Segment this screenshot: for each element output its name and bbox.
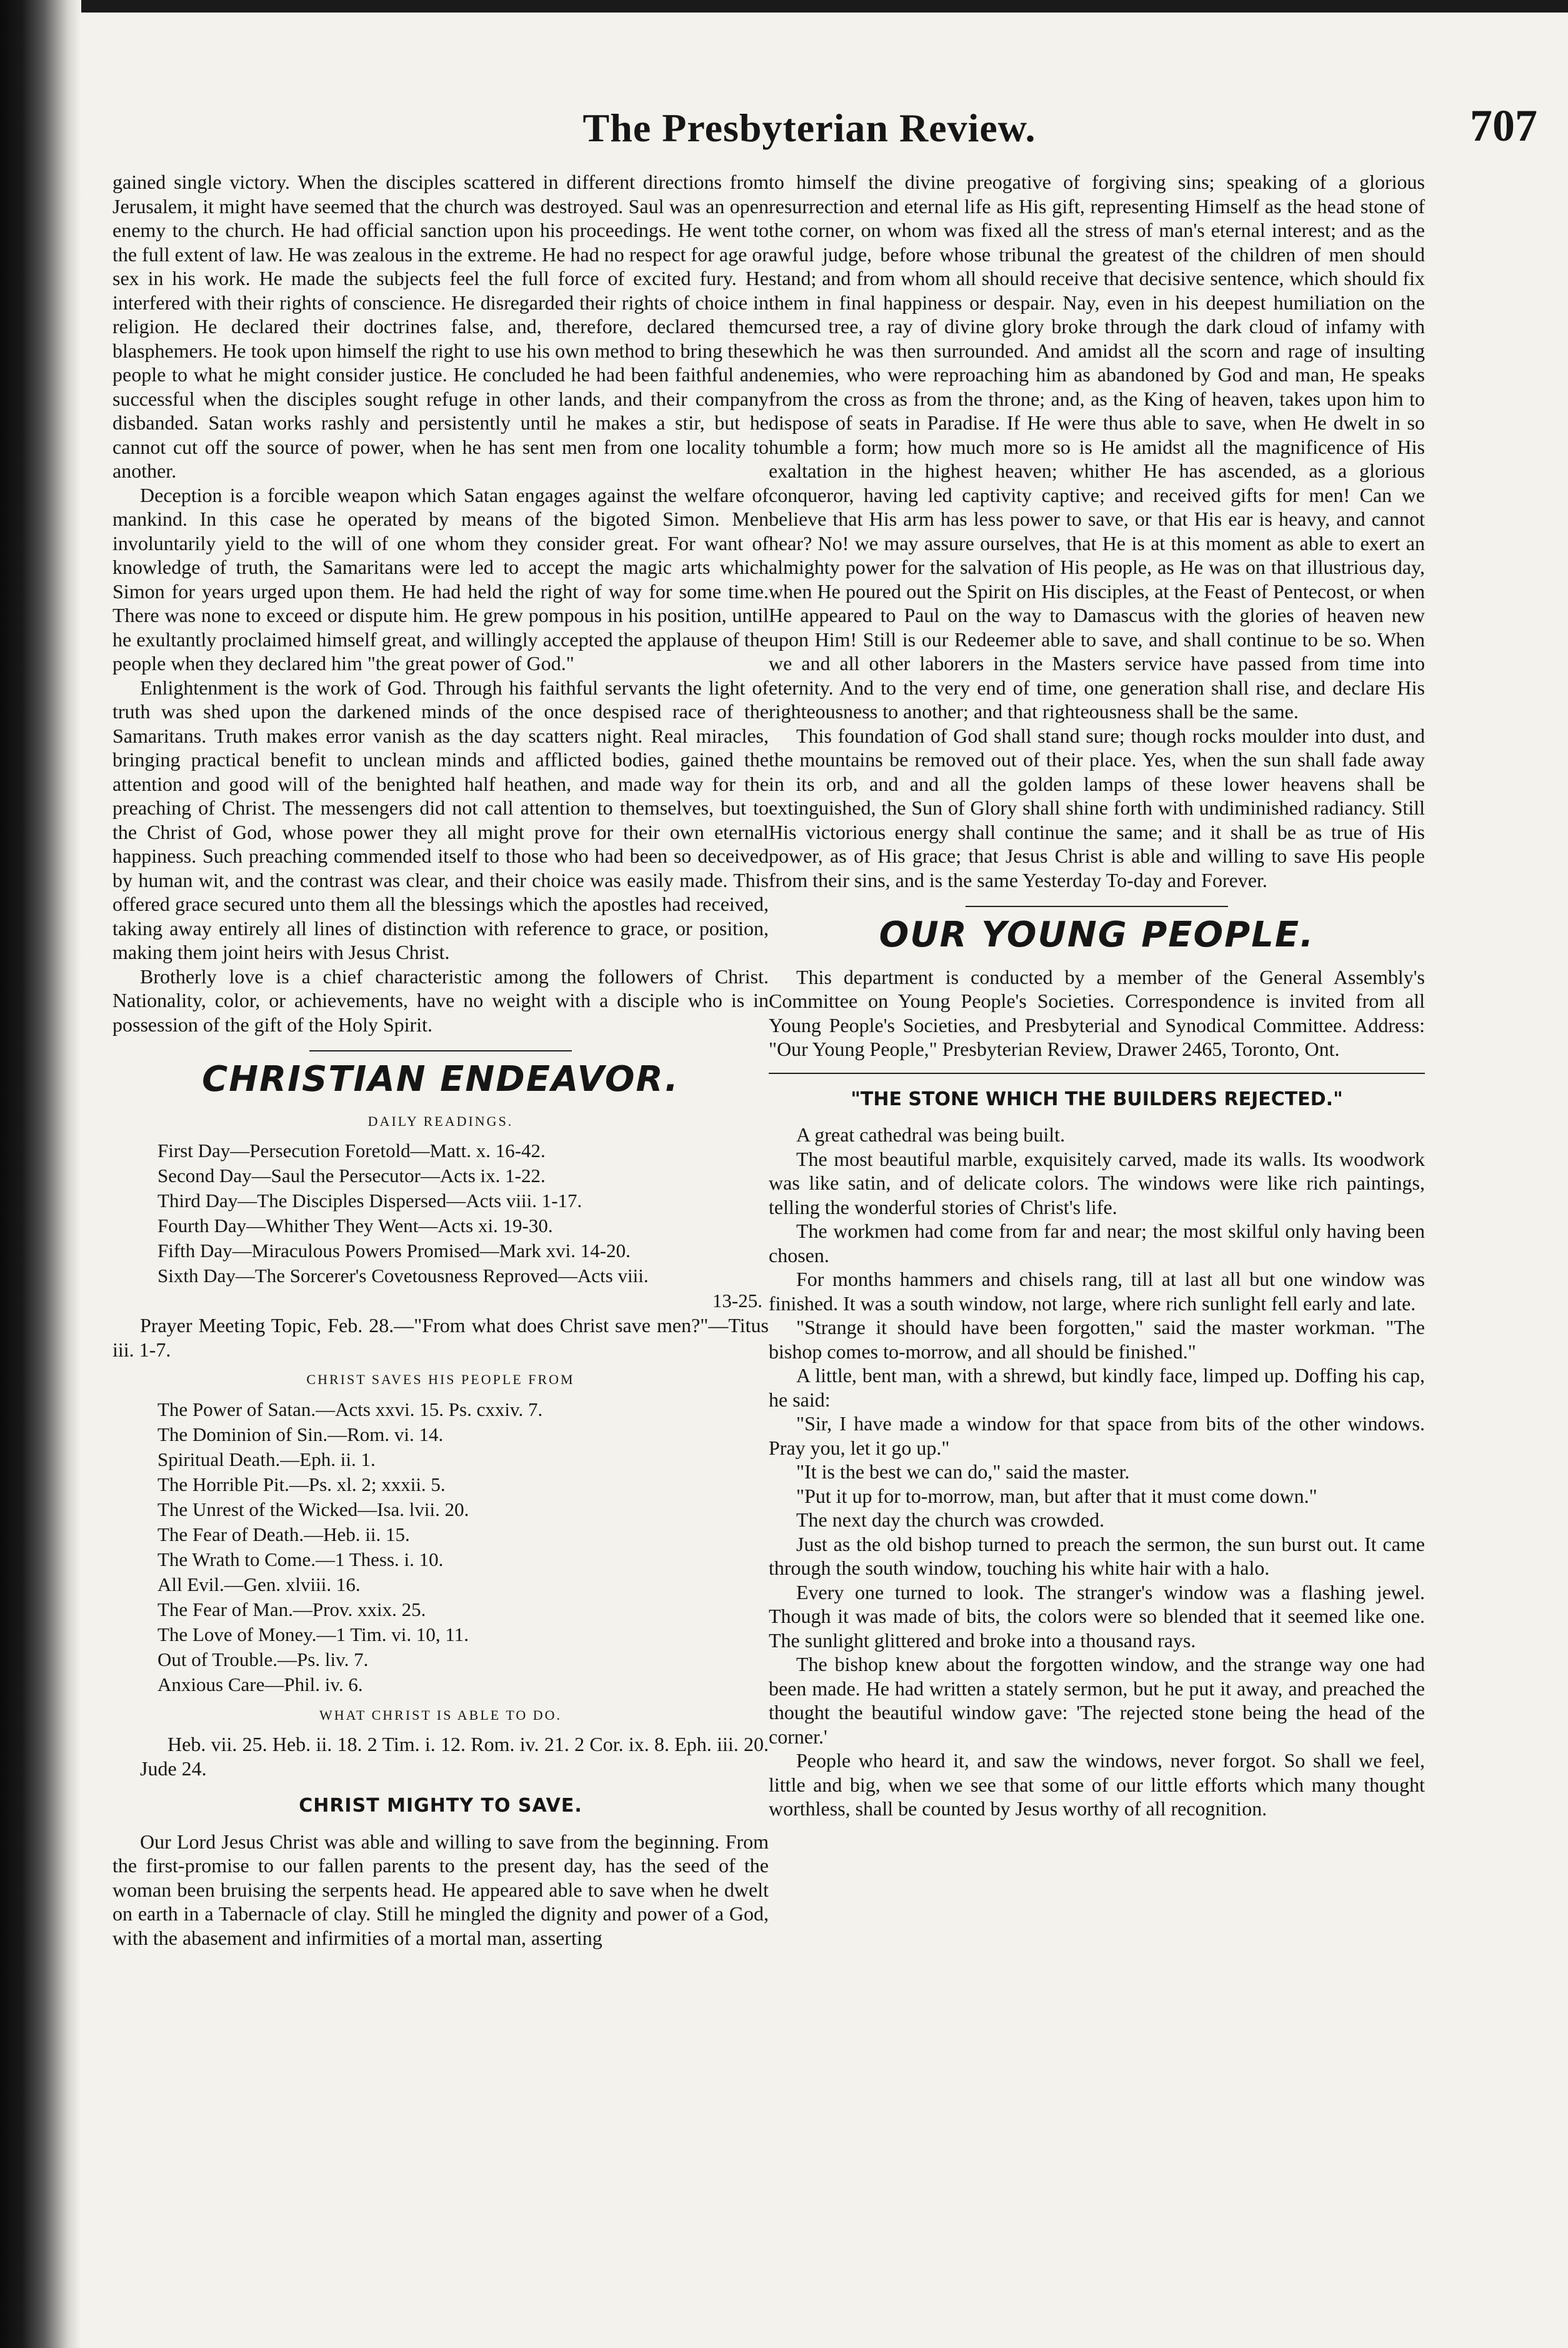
able-references: Heb. vii. 25. Heb. ii. 18. 2 Tim. i. 12. Rom. iv. 21. 2 Cor. ix. 8. Eph. iii. 20. Jude 24.: [140, 1733, 769, 1780]
page-header: [81, 94, 1537, 163]
prayer-topic: Prayer Meeting Topic, Feb. 28.—"From what does Christ save men?"—Titus iii. 1-7.: [112, 1314, 769, 1361]
paragraph: "It is the best we can do," said the master.: [796, 1460, 1130, 1483]
paragraph: This foundation of God shall stand sure; though rocks moulder into dust, and the mountains be removed out of their place. Yes, when the sun shall fade away in its orb, and and all the golden lamps of these lower heavens shall be extinguished, the Sun of Glory shall shine forth with undiminished radiancy. Still His victorious energy shall continue the same; and it shall be as true of His power, as of His grace; that Jesus Christ is able and willing to save His people from their sins, and is the same Yesterday To-day and Forever.: [769, 724, 1425, 891]
list-item: The Fear of Man.—Prov. xxix. 25.: [157, 1598, 426, 1620]
list-item: Second Day—Saul the Persecutor—Acts ix. 1-22.: [157, 1165, 546, 1187]
list-item: The Wrath to Come.—1 Thess. i. 10.: [157, 1548, 444, 1570]
list-item: Fourth Day—Whither They Went—Acts xi. 19-30.: [157, 1215, 553, 1237]
list-item: The Love of Money.—1 Tim. vi. 10, 11.: [157, 1623, 469, 1645]
paragraph: Brotherly love is a chief characteristic among the followers of Christ. Nationality, color, or achievements, have no weight with a disciple who is in possession of the gift of the Holy Spirit.: [112, 965, 769, 1036]
paragraph: Deception is a forcible weapon which Satan engages against the welfare of mankind. In this case he operated by means of the bigoted Simon. Men involuntarily yield to the will of one whom they consider great. For want of knowledge of truth, the Samaritans were led to accept the magic arts which Simon for years urged upon them. He had held the right of way for some time. There was none to exceed or dispute him. He grew pompous in his position, until he exultantly proclaimed himself great, and willingly accepted the applause of the people when they declared him "the great power of God.": [112, 483, 769, 675]
list-item: Third Day—The Disciples Dispersed—Acts viii. 1-17.: [157, 1190, 582, 1212]
list-item: The Fear of Death.—Heb. ii. 15.: [157, 1523, 410, 1545]
paragraph: Our Lord Jesus Christ was able and willing to save from the beginning. From the first-promise to our fallen parents to the present day, has the seed of the woman been bruising the serpents head. He appeared able to save when he dwelt on earth in a Tabernacle of clay. Still he mingled the dignity and power of a God, with the abasement and infirmities of a mortal man, asserting: [112, 1830, 769, 1949]
saves-list: [112, 1397, 769, 1697]
list-item: The Horrible Pit.—Ps. xl. 2; xxxii. 5.: [157, 1473, 446, 1495]
stone-rejected-heading: "THE STONE WHICH THE BUILDERS REJECTED.": [851, 1088, 1343, 1110]
list-item: Anxious Care—Phil. iv. 6.: [157, 1673, 363, 1695]
paragraph: The most beautiful marble, exquisitely carved, made its walls. Its woodwork was like satin, and of delicate colors. The windows were like rich paintings, telling the wonderful stories of Christ's life.: [769, 1147, 1425, 1218]
left-column: [112, 170, 769, 1950]
list-item: All Evil.—Gen. xlviii. 16.: [157, 1573, 361, 1595]
list-item: First Day—Persecution Foretold—Matt. x. 16-42.: [157, 1140, 546, 1161]
paragraph: "Put it up for to-morrow, man, but after that it must come down.": [796, 1484, 1317, 1507]
list-item: The Dominion of Sin.—Rom. vi. 14.: [157, 1423, 444, 1445]
list-item: Out of Trouble.—Ps. liv. 7.: [157, 1648, 369, 1670]
masthead-title: The Presbyterian Review.: [582, 106, 1036, 150]
paragraph: A great cathedral was being built.: [796, 1123, 1066, 1146]
page-number: 707: [1470, 101, 1537, 151]
paragraph: A little, bent man, with a shrewd, but kindly face, limped up. Doffing his cap, he said:: [769, 1364, 1425, 1411]
divider: [769, 1073, 1425, 1074]
paragraph: Every one turned to look. The stranger's window was a flashing jewel. Though it was made of bits, the colors were so blended that it seemed like one. The sunlight glittered and broke into a thousand rays.: [769, 1580, 1425, 1652]
paragraph: Enlightenment is the work of God. Through his faithful servants the light of truth was shed upon the darkened minds of the once despised race of the Samaritans. Truth makes error vanish as the day scatters night. Real miracles, bringing practical benefit to unclean minds and afflicted bodies, gained the attention and good will of the benighted half heathen, and made way for the preaching of Christ. The messengers did not call attention to themselves, but to the Christ of God, whose power they all might prove for their own eternal happiness. Such preaching commended itself to those who had been so deceived by human wit, and the contrast was clear, and their choice was easily made. This offered grace secured unto them all the blessings which the apostles had received, taking away entirely all lines of distinction with reference to grace, or position, making them joint heirs with Jesus Christ.: [112, 676, 769, 963]
saves-heading: CHRIST SAVES HIS PEOPLE FROM: [306, 1372, 575, 1387]
paragraph: The next day the church was crowded.: [796, 1508, 1105, 1531]
list-item: Spiritual Death.—Eph. ii. 1.: [157, 1448, 376, 1470]
scan-edge-shadow: [0, 0, 81, 2348]
list-item: The Unrest of the Wicked—Isa. lvii. 20.: [157, 1498, 469, 1520]
paragraph: People who heard it, and saw the windows, never forgot. So shall we feel, little and big, when we see that some of our little efforts which many thought worthless, shall be counted by Jesus worthy of all recognition.: [769, 1749, 1425, 1820]
paragraph: The workmen had come from far and near; the most skilful only having been chosen.: [769, 1220, 1425, 1267]
paragraph: "Strange it should have been forgotten," said the master workman. "The bishop comes to-morrow, and all should be finished.": [769, 1316, 1425, 1363]
section-title-christian-endeavor: CHRISTIAN ENDEAVOR.: [202, 1059, 679, 1100]
list-item: Sixth Day—The Sorcerer's Covetousness Reproved—Acts viii.: [157, 1265, 649, 1287]
list-item-continuation: 13-25.: [712, 1290, 762, 1312]
paragraph: For months hammers and chisels rang, till at last all but one window was finished. It was a south window, not large, where rich sunlight fell early and late.: [769, 1268, 1425, 1315]
paragraph: "Sir, I have made a window for that space from bits of the other windows. Pray you, let it go up.": [769, 1412, 1425, 1459]
paragraph: Just as the old bishop turned to preach the sermon, the sun burst out. It came through the south window, touching his white hair with a halo.: [769, 1532, 1425, 1579]
top-border: [81, 0, 1568, 13]
paragraph: The bishop knew about the forgotten window, and the strange way one had been made. He had written a stately sermon, but he put it away, and preached the thought the beautiful window gave: 'The rejected stone being the head of the corner.': [769, 1653, 1425, 1748]
daily-readings-heading: DAILY READINGS.: [367, 1113, 514, 1129]
paragraph: to himself the divine preogative of forgiving sins; speaking of a glorious resurrection and eternal life as His gift, representing Himself as the head stone of the corner, on whom was fixed all the stress of man's eternal interest; and as the awful judge, before whose tribunal the greatest of the children of men should stand; and from whom all should receive that decisive sentence, which should fix them in final happiness or despair. Nay, even in his deepest humiliation on the cursed tree, a ray of divine glory broke through the dark cloud of infamy with which he was then surrounded. And amidst all the scorn and rage of insulting enemies, who were reproaching him as abandoned by God and man, He speaks from the cross as from the throne; and, as the King of heaven, takes upon him to dispose of seats in Paradise. If He were thus able to save, when He dwelt in so humble a form; how much more so is He amidst all the magnificence of His exaltation in the highest heaven; whither He has ascended, as a glorious conqueror, having led captivity captive; and received gifts for men! Can we believe that His arm has less power to save, or that His ear is heavy, and cannot hear? No! we may assure ourselves, that He is at this moment as able to exert an almighty power for the salvation of His people, as He was on that illustrious day, when He poured out the Spirit on His disciples, at the Feast of Pentecost, or when He appeared to Paul on the way to Damascus with the glories of heaven new upon Him! Still is our Redeemer able to save, and shall continue to be so. When we and all other laborers in the Masters service have passed from time into eternity. And to the very end of time, one generation shall rise, and declare His righteousness to another; and that righteousness shall be the same.: [769, 171, 1425, 723]
christ-mighty-heading: CHRIST MIGHTY TO SAVE.: [299, 1795, 582, 1817]
list-item: Fifth Day—Miraculous Powers Promised—Mark xvi. 14-20.: [157, 1240, 631, 1262]
divider: [966, 906, 1228, 907]
divider: [309, 1050, 572, 1051]
section-title-young-people: OUR YOUNG PEOPLE.: [879, 915, 1315, 955]
able-heading: WHAT CHRIST IS ABLE TO DO.: [319, 1707, 562, 1723]
daily-readings-list: [112, 1138, 769, 1313]
department-intro: This department is conducted by a member of the General Assembly's Committee on Young People's Societies. Correspondence is invited from all Young People's Societies, and Presbyterial and Synodical Committee. Address: "Our Young People," Presbyterian Review, Drawer 2465, Toronto, Ont.: [769, 965, 1425, 1060]
right-column: [769, 170, 1425, 1821]
paragraph: gained single victory. When the disciples scattered in different directions from Jerusalem, it might have seemed that the church was destroyed. Saul was an open enemy to the church. He had official sanction upon his proceedings. He went to the full extent of law. He was zealous in the extreme. He had no respect for age or sex in his work. He made the subjects feel the full force of excited fury. He interfered with their rights of conscience. He disregarded their rights of choice in religion. He declared their doctrines false, and, therefore, declared them blasphemers. He took upon himself the right to use his own method to bring these people to what he might consider justice. He concluded he had been faithful and successful when the disciples sought refuge in other lands, and their company disbanded. Satan works rashly and persistently until he makes a stir, but he cannot cut off the source of power, when he has sent men from one locality to another.: [112, 171, 769, 482]
list-item: The Power of Satan.—Acts xxvi. 15. Ps. cxxiv. 7.: [157, 1398, 543, 1420]
